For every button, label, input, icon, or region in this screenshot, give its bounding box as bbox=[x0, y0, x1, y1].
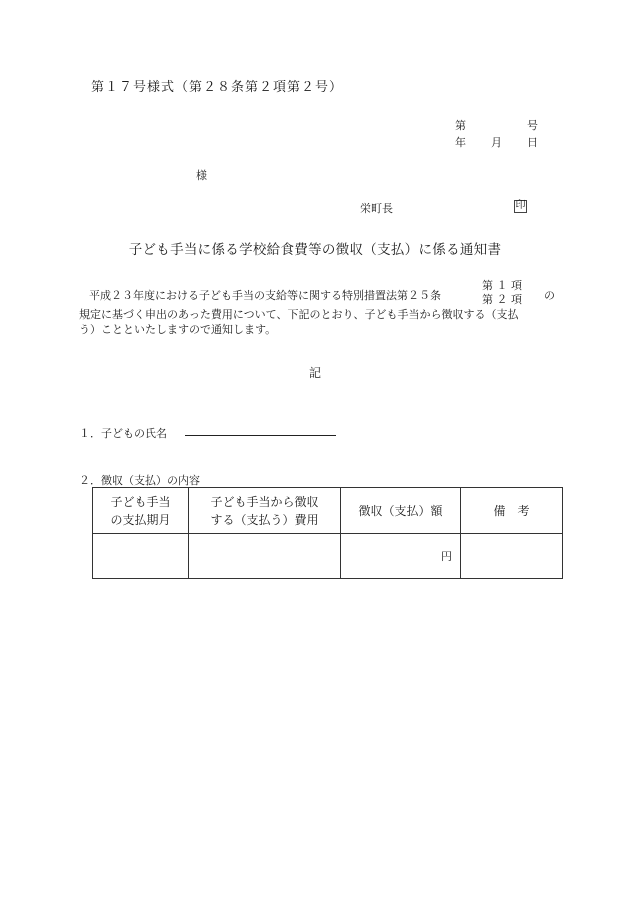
date-day: 日 bbox=[527, 136, 538, 149]
seal-mark: 印 bbox=[515, 200, 526, 211]
child-name-label: １．子どもの氏名 bbox=[79, 427, 167, 440]
table-row bbox=[93, 534, 563, 579]
reference-number-suffix: 号 bbox=[527, 119, 538, 132]
body-line-2: 規定に基づく申出のあった費用について、下記のとおり、子ども手当から徴収する（支払 bbox=[79, 308, 519, 321]
sender-name: 栄町長 bbox=[360, 202, 393, 215]
collection-content-label: ２．徴収（支払）の内容 bbox=[79, 474, 200, 487]
clause-options bbox=[482, 279, 522, 307]
addressee-honorific: 様 bbox=[196, 169, 207, 182]
table-header-row bbox=[93, 488, 563, 534]
document-title: 子ども手当に係る学校給食費等の徴収（支払）に係る通知書 bbox=[128, 242, 502, 258]
form-number: 第１７号様式（第２８条第２項第２号） bbox=[91, 80, 344, 95]
header-payment-period: 子ども手当 の支払期月 bbox=[93, 488, 189, 534]
body-line-3: う）ことといたしますので通知します。 bbox=[79, 323, 277, 336]
cell-payment-period[interactable] bbox=[93, 534, 189, 579]
cell-collected-cost[interactable] bbox=[189, 534, 341, 579]
header-remarks: 備 考 bbox=[461, 488, 563, 534]
body-line-1: 平成２３年度における子ども手当の支給等に関する特別措置法第２５条 bbox=[89, 289, 441, 302]
date-month: 月 bbox=[491, 136, 502, 149]
date-year: 年 bbox=[455, 136, 466, 149]
clause-option-1: 第 １ 項 bbox=[482, 279, 522, 292]
reference-number-prefix: 第 bbox=[455, 119, 466, 132]
body-particle: の bbox=[544, 289, 555, 302]
collection-table bbox=[92, 487, 563, 579]
header-collected-cost: 子ども手当から徴収 する（支払う）費用 bbox=[189, 488, 341, 534]
cell-amount[interactable]: 円 bbox=[341, 534, 461, 579]
clause-option-2: 第 ２ 項 bbox=[482, 293, 522, 306]
cell-remarks[interactable] bbox=[461, 534, 563, 579]
header-amount: 徴収（支払）額 bbox=[341, 488, 461, 534]
ki-heading: 記 bbox=[308, 366, 321, 380]
child-name-field[interactable] bbox=[185, 435, 336, 436]
